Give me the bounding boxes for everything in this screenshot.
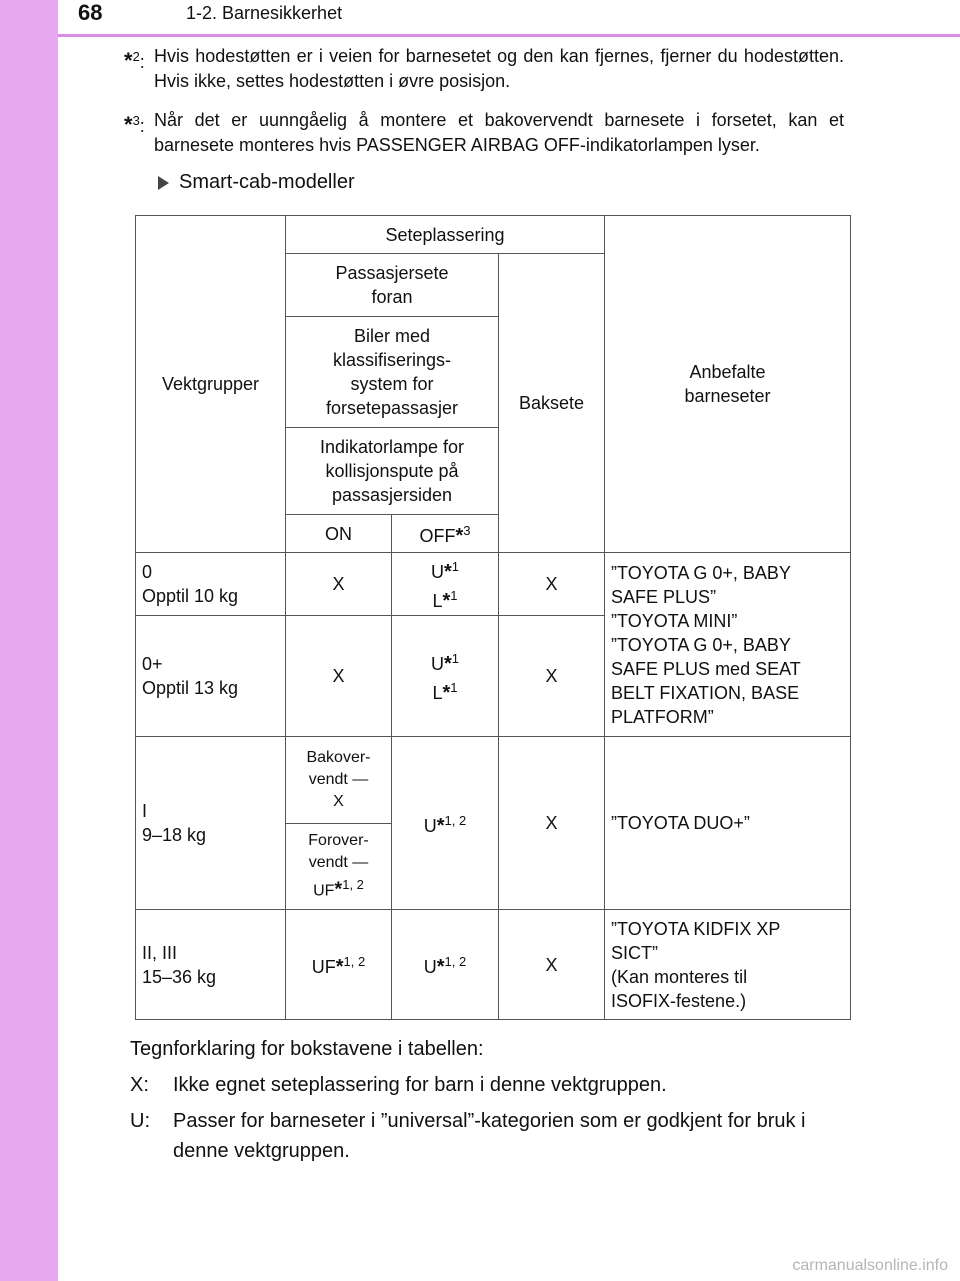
- table-row: [136, 737, 851, 824]
- footnote-2: *$^2$: Hvis hodestøtten er i veien for barnesetet og den kan fjernes, fjerner du hodestøtten. Hvis ikke, settes hodestøtten i øvre posisjon.: [124, 44, 844, 94]
- child-seat-table: [135, 215, 851, 1020]
- weight-cell: I 9–18 kg: [136, 737, 286, 910]
- table-row: [136, 553, 851, 616]
- header-on: ON: [286, 515, 392, 553]
- section-bullet: Smart-cab-modeller: [158, 171, 355, 194]
- section-title: 1-2. Barnesikkerhet: [186, 3, 343, 23]
- header-off: OFF*$^3$: [392, 515, 499, 553]
- rear-cell: X: [499, 737, 605, 910]
- footnote-2-text: Hvis hodestøtten er i veien for barnesetet og den kan fjernes, fjerner du hodestøtten. Hvis ikke, settes hodestøtten i øvre posisjon.: [154, 46, 844, 91]
- weight-cell: 0+ Opptil 13 kg: [136, 616, 286, 737]
- header-rear-seat: Baksete: [499, 254, 605, 553]
- watermark-footer: carmanualsonline.info: [792, 1257, 948, 1274]
- triangle-bullet-icon: [158, 176, 169, 190]
- recommended-cell: ”TOYOTA G 0+, BABY SAFE PLUS” ”TOYOTA MINI” ”TOYOTA G 0+, BABY SAFE PLUS med SEAT BELT FIXATION, BASE PLATFORM”: [605, 553, 851, 737]
- header-recommended-seats: Anbefalte barneseter: [605, 216, 851, 553]
- rear-cell: X: [499, 910, 605, 1020]
- on-cell: X: [286, 616, 392, 737]
- on-cell: X: [286, 553, 392, 616]
- footnote-3-text: Når det er uunngåelig å montere et bakovervendt barnesete i forsetet, kan et barnesete monteres hvis PASSENGER AIRBAG OFF-indikatorlampen lyser.: [154, 110, 844, 155]
- on-cell-rearward: Bakover- vendt — X: [286, 737, 392, 824]
- off-cell: U*$^1$ L*$^1$: [392, 553, 499, 616]
- off-cell: U*$^1$ L*$^1$: [392, 616, 499, 737]
- page-sidebar: [0, 0, 58, 1281]
- header-divider: [58, 34, 960, 37]
- weight-cell: II, III 15–36 kg: [136, 910, 286, 1020]
- recommended-cell: ”TOYOTA KIDFIX XP SICT” (Kan monteres til ISOFIX-festene.): [605, 910, 851, 1020]
- header-weight-groups: Vektgrupper: [136, 216, 286, 553]
- header-classification-system: Biler med klassifiserings- system for forsetepassasjer: [286, 317, 499, 428]
- recommended-cell: ”TOYOTA DUO+”: [605, 737, 851, 910]
- table-row: [136, 910, 851, 1020]
- on-cell-forward: Forover- vendt — UF*$^{1, 2}$: [286, 824, 392, 910]
- page-number: 68: [78, 0, 103, 25]
- weight-cell: 0 Opptil 10 kg: [136, 553, 286, 616]
- header-airbag-indicator: Indikatorlampe for kollisjonspute på passasjersiden: [286, 428, 499, 515]
- footnote-3: *$^3$: Når det er uunngåelig å montere et bakovervendt barnesete i forsetet, kan et barnesete monteres hvis PASSENGER AIRBAG OFF-indikatorlampen lyser.: [124, 108, 844, 158]
- off-cell: U*$^{1, 2}$: [392, 737, 499, 910]
- on-cell: UF*$^{1, 2}$: [286, 910, 392, 1020]
- rear-cell: X: [499, 616, 605, 737]
- header-seat-position: Seteplassering: [286, 216, 605, 254]
- off-cell: U*$^{1, 2}$: [392, 910, 499, 1020]
- legend-item-u: U: Passer for barneseter i ”universal”-kategorien som er godkjent for bruk i denne vektgruppen.: [130, 1110, 806, 1162]
- legend-title: Tegnforklaring for bokstavene i tabellen:: [130, 1038, 484, 1060]
- legend-item-x: X: Ikke egnet seteplassering for barn i denne vektgruppen.: [130, 1074, 667, 1096]
- rear-cell: X: [499, 553, 605, 616]
- header-front-passenger: Passasjersete foran: [286, 254, 499, 317]
